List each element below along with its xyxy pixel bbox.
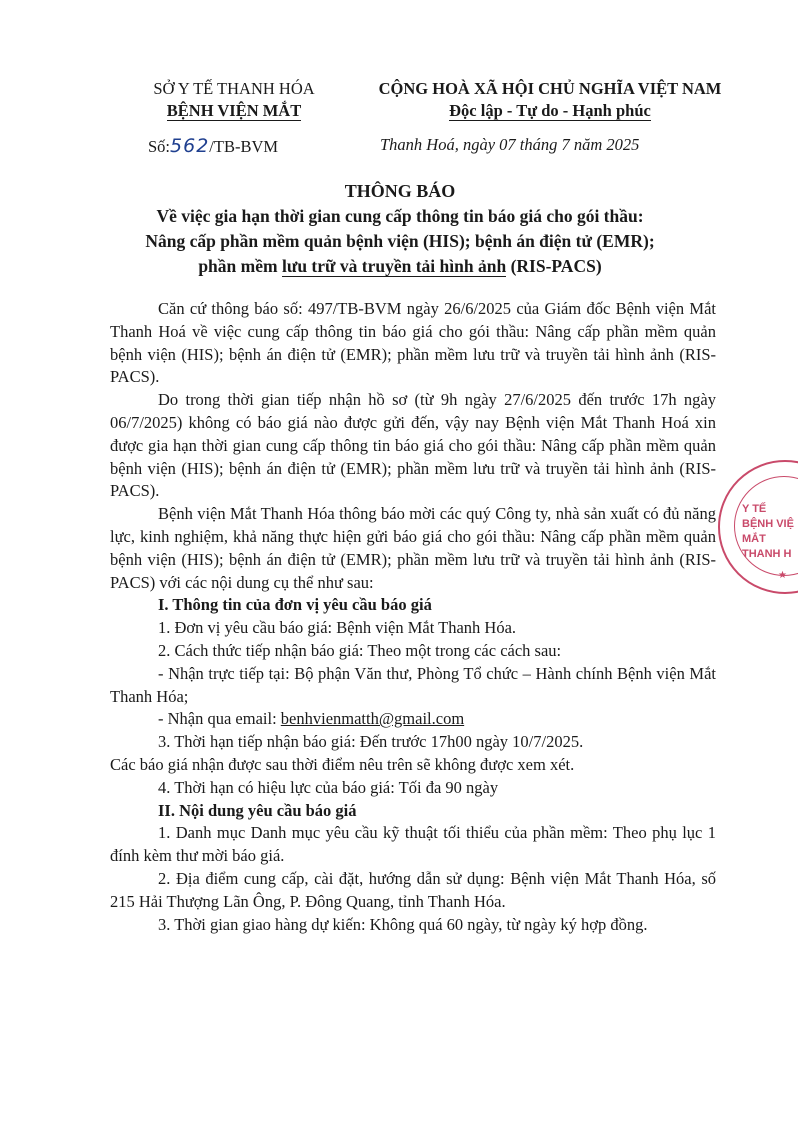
star-icon: ★	[778, 570, 787, 581]
nation-name: CỘNG HOÀ XÃ HỘI CHỦ NGHĨA VIỆT NAM	[378, 79, 722, 98]
issuer-hospital: BỆNH VIỆN MẮT	[166, 101, 302, 120]
list-item: - Nhận trực tiếp tại: Bộ phận Văn thư, Phòng Tổ chức – Hành chính Bệnh viện Mắt Thanh Hóa;	[110, 663, 716, 706]
subject-line-2: Nâng cấp phần mềm quản bệnh viện (HIS); bệnh án điện tử (EMR);	[145, 231, 655, 251]
paragraph-basis: Căn cứ thông báo số: 497/TB-BVM ngày 26/6/2025 của Giám đốc Bệnh viện Mắt Thanh Hoá về việc cung cấp thông tin báo giá cho gói thầu: Nâng cấp phần mềm quản bệnh viện (HIS); bệnh án điện tử (EMR); phần mềm lưu trữ và truyền tải hình ảnh (RIS-PACS).	[110, 299, 716, 387]
list-item: 1. Đơn vị yêu cầu báo giá: Bệnh viện Mắt Thanh Hóa.	[158, 618, 517, 638]
email-link[interactable]: benhvienmatth@gmail.com	[280, 709, 465, 729]
document-body	[110, 298, 716, 936]
paragraph-reason: Do trong thời gian tiếp nhận hồ sơ (từ 9h ngày 27/6/2025 đến trước 17h ngày 06/7/2025) không có báo giá nào được gửi đến, vậy nay Bệnh viện Mắt Thanh Hoá xin được gia hạn thời gian cung cấp thông tin báo giá cho gói thầu: Nâng cấp phần mềm quản bệnh viện (HIS); bệnh án điện tử (EMR); phần mềm lưu trữ và truyền tải hình ảnh (RIS-PACS).	[110, 390, 716, 501]
section-heading-2: II. Nội dung yêu cầu báo giá	[158, 800, 357, 820]
national-heading	[350, 78, 750, 122]
nation-motto: Độc lập - Tự do - Hạnh phúc	[449, 101, 651, 120]
subject-line-1: Về việc gia hạn thời gian cung cấp thông tin báo giá cho gói thầu:	[156, 206, 644, 226]
list-item: Các báo giá nhận được sau thời điểm nêu trên sẽ không được xem xét.	[110, 754, 575, 774]
list-item: 2. Địa điểm cung cấp, cài đặt, hướng dẫn sử dụng: Bệnh viện Mắt Thanh Hóa, số 215 Hải Thượng Lãn Ông, P. Đông Quang, tỉnh Thanh Hóa.	[110, 868, 716, 911]
list-item: 1. Danh mục Danh mục yêu cầu kỹ thuật tối thiểu của phần mềm: Theo phụ lục 1 đính kèm thư mời báo giá.	[110, 823, 716, 866]
title-block	[100, 178, 700, 279]
paragraph-invitation: Bệnh viện Mắt Thanh Hóa thông báo mời các quý Công ty, nhà sản xuất có đủ năng lực, kinh nghiệm, khả năng thực hiện gửi báo giá cho gói thầu: Nâng cấp phần mềm quản bệnh viện (HIS); bệnh án điện tử (EMR); phần mềm lưu trữ và truyền tải hình ảnh (RIS-PACS) với các nội dung cụ thể như sau:	[110, 504, 716, 592]
place-date: Thanh Hoá, ngày 07 tháng 7 năm 2025	[380, 135, 640, 154]
list-item: 3. Thời gian giao hàng dự kiến: Không quá 60 ngày, từ ngày ký hợp đồng.	[158, 914, 648, 934]
list-item: 4. Thời hạn có hiệu lực của báo giá: Tối đa 90 ngày	[158, 777, 499, 797]
list-item: - Nhận qua email: benhvienmatth@gmail.com	[158, 709, 465, 729]
section-heading-1: I. Thông tin của đơn vị yêu cầu báo giá	[158, 595, 432, 615]
document-number: Số:562/TB-BVM	[148, 135, 279, 157]
subject-line-3: phần mềm lưu trữ và truyền tải hình ảnh (RIS-PACS)	[198, 256, 602, 276]
red-seal-stamp	[718, 460, 798, 594]
issuer-block	[118, 78, 350, 122]
list-item: 2. Cách thức tiếp nhận báo giá: Theo một trong các cách sau:	[158, 640, 562, 660]
issuer-department: SỞ Y TẾ THANH HÓA	[153, 79, 315, 98]
document-title: THÔNG BÁO	[344, 181, 456, 201]
stamp-text: Y TẾ BỆNH VIỆ MẮT THANH H	[742, 503, 794, 560]
list-item: 3. Thời hạn tiếp nhận báo giá: Đến trước 17h00 ngày 10/7/2025.	[158, 732, 584, 752]
handwritten-number: 562	[170, 135, 210, 157]
